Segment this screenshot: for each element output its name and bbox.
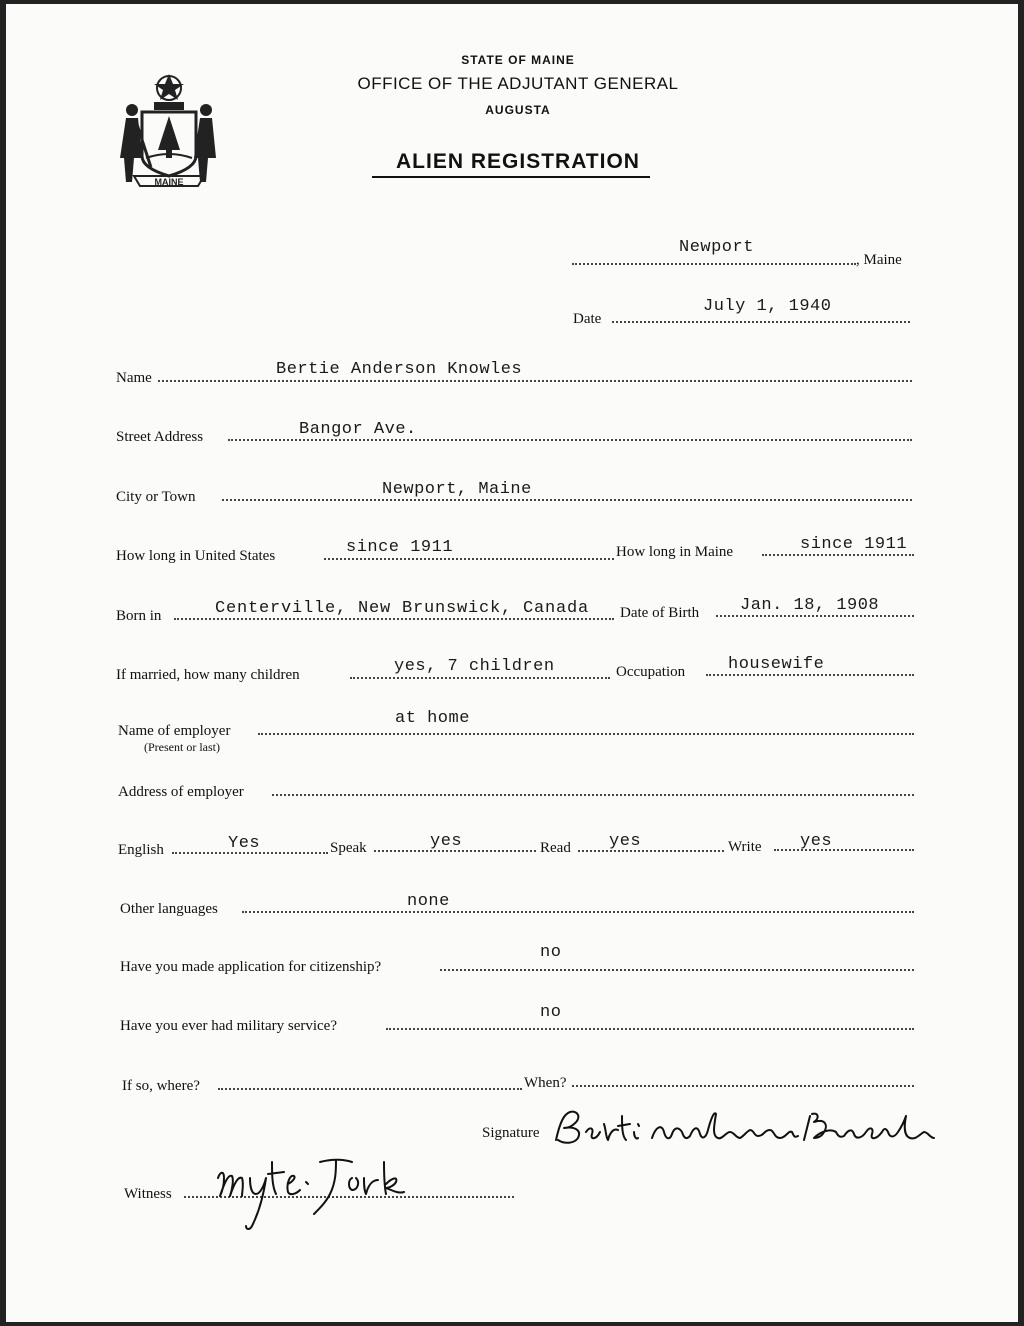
when-line xyxy=(572,1085,914,1087)
citizenship-label: Have you made application for citizenship? xyxy=(120,959,382,975)
date-line xyxy=(612,321,910,323)
street-address-label: Street Address xyxy=(116,429,204,445)
employer-address-label: Address of employer xyxy=(118,784,244,800)
born-in-label: Born in xyxy=(116,608,162,624)
citizenship-value: no xyxy=(540,943,562,962)
years-maine-line xyxy=(762,554,914,556)
children-line xyxy=(350,677,610,679)
date-label: Date xyxy=(573,311,602,327)
employer-line xyxy=(258,733,914,735)
street-address-line xyxy=(228,439,912,441)
write-line xyxy=(774,849,914,851)
speak-value: yes xyxy=(430,832,463,851)
signature-label: Signature xyxy=(482,1125,540,1141)
english-value: Yes xyxy=(228,834,261,853)
years-us-value: since 1911 xyxy=(346,538,454,557)
years-us-line xyxy=(324,558,614,560)
employer-value: at home xyxy=(395,709,470,728)
when-label: When? xyxy=(524,1075,567,1091)
header-office: OFFICE OF THE ADJUTANT GENERAL xyxy=(357,74,679,93)
location-suffix: , Maine xyxy=(856,252,902,268)
years-us-label: How long in United States xyxy=(116,548,276,564)
if-so-where-line xyxy=(218,1088,522,1090)
occupation-label: Occupation xyxy=(616,664,686,680)
witness-signature xyxy=(202,1148,432,1238)
header-state: STATE OF MAINE xyxy=(461,53,575,67)
speak-label: Speak xyxy=(330,840,367,856)
street-address-value: Bangor Ave. xyxy=(299,420,417,439)
read-label: Read xyxy=(540,840,571,856)
employer-address-line xyxy=(272,794,914,796)
military-label: Have you ever had military service? xyxy=(120,1018,337,1034)
born-in-value: Centerville, New Brunswick, Canada xyxy=(215,599,590,618)
other-languages-label: Other languages xyxy=(120,901,218,917)
write-label: Write xyxy=(728,839,762,855)
born-in-line xyxy=(174,618,614,620)
city-line xyxy=(222,499,912,501)
name-line xyxy=(158,380,912,382)
occupation-line xyxy=(706,674,914,676)
read-value: yes xyxy=(609,832,642,851)
other-languages-line xyxy=(242,911,914,913)
date-value: July 1, 1940 xyxy=(703,297,832,316)
employer-label: Name of employer xyxy=(118,723,231,739)
military-line xyxy=(386,1028,914,1030)
name-value: Bertie Anderson Knowles xyxy=(276,360,523,379)
city-label: City or Town xyxy=(116,489,196,505)
witness-label: Witness xyxy=(124,1186,172,1202)
applicant-signature xyxy=(548,1102,938,1152)
maine-state-seal-icon xyxy=(114,70,224,196)
occupation-value: housewife xyxy=(728,655,825,674)
location-line xyxy=(572,263,856,265)
english-label: English xyxy=(118,842,164,858)
form-title: ALIEN REGISTRATION xyxy=(396,150,640,173)
children-value: yes, 7 children xyxy=(394,657,555,676)
children-label: If married, how many children xyxy=(116,667,300,683)
city-value: Newport, Maine xyxy=(382,480,532,499)
years-maine-value: since 1911 xyxy=(800,535,908,554)
date-of-birth-label: Date of Birth xyxy=(620,605,700,621)
citizenship-line xyxy=(440,969,914,971)
name-label: Name xyxy=(116,370,152,386)
date-of-birth-line xyxy=(716,615,914,617)
employer-sublabel: (Present or last) xyxy=(144,740,220,754)
military-value: no xyxy=(540,1003,562,1022)
registration-form xyxy=(6,4,1018,1322)
other-languages-value: none xyxy=(407,892,450,911)
header-city: AUGUSTA xyxy=(485,103,551,117)
years-maine-label: How long in Maine xyxy=(616,544,734,560)
form-title-underline xyxy=(372,176,650,178)
read-line xyxy=(578,850,724,852)
write-value: yes xyxy=(800,832,833,851)
date-of-birth-value: Jan. 18, 1908 xyxy=(740,596,880,615)
if-so-where-label: If so, where? xyxy=(122,1078,200,1094)
seal-text: MAINE xyxy=(154,177,184,187)
location-value: Newport xyxy=(679,238,754,257)
